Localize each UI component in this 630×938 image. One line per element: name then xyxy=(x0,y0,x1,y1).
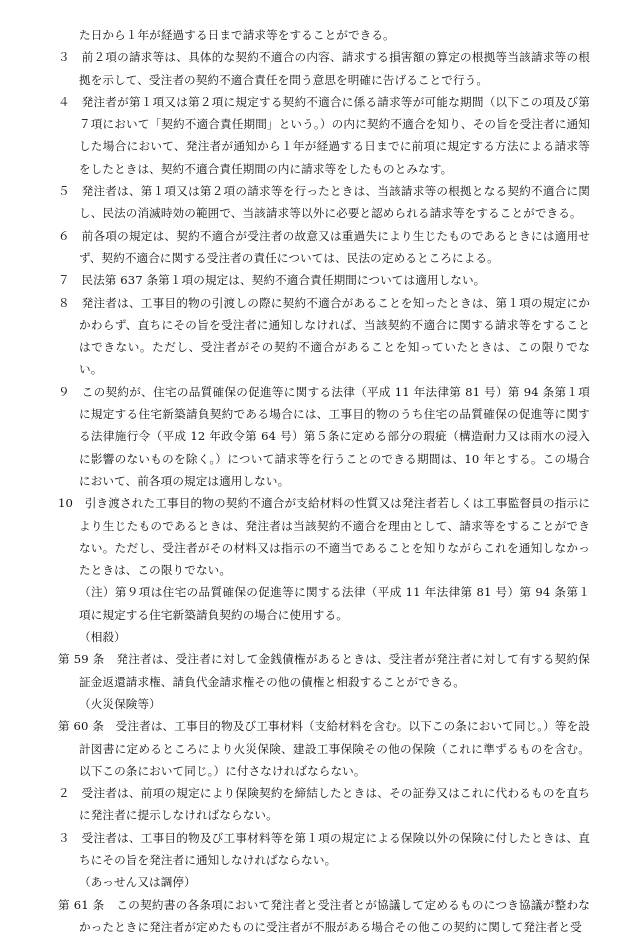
clause-6: ６ 前各項の規定は、契約不適合が受注者の故意又は重過失により生じたものであるときには適用せず、契約不適合に関する受注者の責任については、民法の定めるところによる。 xyxy=(58,228,590,265)
article-60-clause-2: ２ 受注者は、前項の規定により保険契約を締結したときは、その証券又はこれに代わるものを直ちに発注者に提示しなければならない。 xyxy=(58,786,590,823)
clause-4: ４ 発注者が第１項又は第２項に規定する契約不適合に係る請求等が可能な期間（以下この項及び第７項において「契約不適合責任期間」という。）の内に契約不適合を知り、その旨を受注者に通知した場合において、発注者が通知から１年が経過する日までに前項に規定する方法による請求等をしたときは、契約不適合責任期間の内に請求等をしたものとみなす。 xyxy=(58,94,590,176)
clause-8: ８ 発注者は、工事目的物の引渡しの際に契約不適合があることを知ったときは、第１項の規定にかかわらず、直ちにその旨を受注者に通知しなければ、当該契約不適合に関する請求等をすることはできない。ただし、受注者がその契約不適合があることを知っていたときは、この限りでない。 xyxy=(58,295,590,377)
clause-7: ７ 民法第 637 条第１項の規定は、契約不適合責任期間については適用しない。 xyxy=(58,273,486,288)
heading-article-60: （火災保険等） xyxy=(79,696,161,711)
heading-article-61: （あっせん又は調停） xyxy=(79,875,196,890)
article-60-clause-3: ３ 受注者は、工事目的物及び工事材料等を第１項の規定による保険以外の保険に付したときは、直ちにその旨を発注者に通知しなければならない。 xyxy=(58,830,590,867)
clause-10: 10 引き渡された工事目的物の契約不適合が支給材料の性質又は発注者若しくは工事監督員の指示により生じたものであるときは、発注者は当該契約不適合を理由として、請求等をすることができない。ただし、受注者がその材料又は指示の不適当であることを知りながらこれを通知しなかったときは、この限りでない。 xyxy=(58,496,590,578)
clause-9: ９ この契約が、住宅の品質確保の促進等に関する法律（平成 11 年法律第 81 号）第 94 条第１項に規定する住宅新築請負契約である場合には、工事目的物のうち住宅の品質確保の促進等に関する法律施行令（平成 12 年政令第 64 号）第５条に定める部分の瑕疵（構造耐力又は雨水の浸入に影響のないものを除く。）について請求等を行うことのできる期間は、10 年とする。この場合において、前各項の規定は適用しない。 xyxy=(58,384,590,488)
article-61: 第 61 条 この契約書の各条項において発注者と受注者とが協議して定めるものにつき協議が整わなかったときに発注者が定めたものに受注者が不服がある場合その他この契約に関して発注者と受 xyxy=(58,897,590,934)
heading-article-59: （相殺） xyxy=(79,630,126,645)
article-60: 第 60 条 受注者は、工事目的物及び工事材料（支給材料を含む。以下この条において同じ。）等を設計図書に定めるところにより火災保険、建設工事保険その他の保険（これに準ずるものを含む。以下この条において同じ。）に付さなければならない。 xyxy=(58,719,590,778)
clause-3: ３ 前２項の請求等は、具体的な契約不適合の内容、請求する損害額の算定の根拠等当該請求等の根拠を示して、受注者の契約不適合責任を問う意思を明確に告げることで行う。 xyxy=(58,50,590,87)
article-59: 第 59 条 発注者は、受注者に対して金銭債権があるときは、受注者が発注者に対して有する契約保証金返還請求権、請負代金請求権その他の債権と相殺することができる。 xyxy=(58,652,590,689)
document-page xyxy=(58,24,590,938)
clause-5: ５ 発注者は、第１項又は第２項の請求等を行ったときは、当該請求等の根拠となる契約不適合に関し、民法の消滅時効の範囲で、当該請求等以外に必要と認められる請求等をすることができる。 xyxy=(58,184,590,221)
paragraph-continuation: た日から１年が経過する日まで請求等をすることができる。 xyxy=(79,28,395,42)
note: （注）第９項は住宅の品質確保の促進等に関する法律（平成 11 年法律第 81 号）第 94 条第１項に規定する住宅新築請負契約の場合に使用する。 xyxy=(79,585,590,622)
